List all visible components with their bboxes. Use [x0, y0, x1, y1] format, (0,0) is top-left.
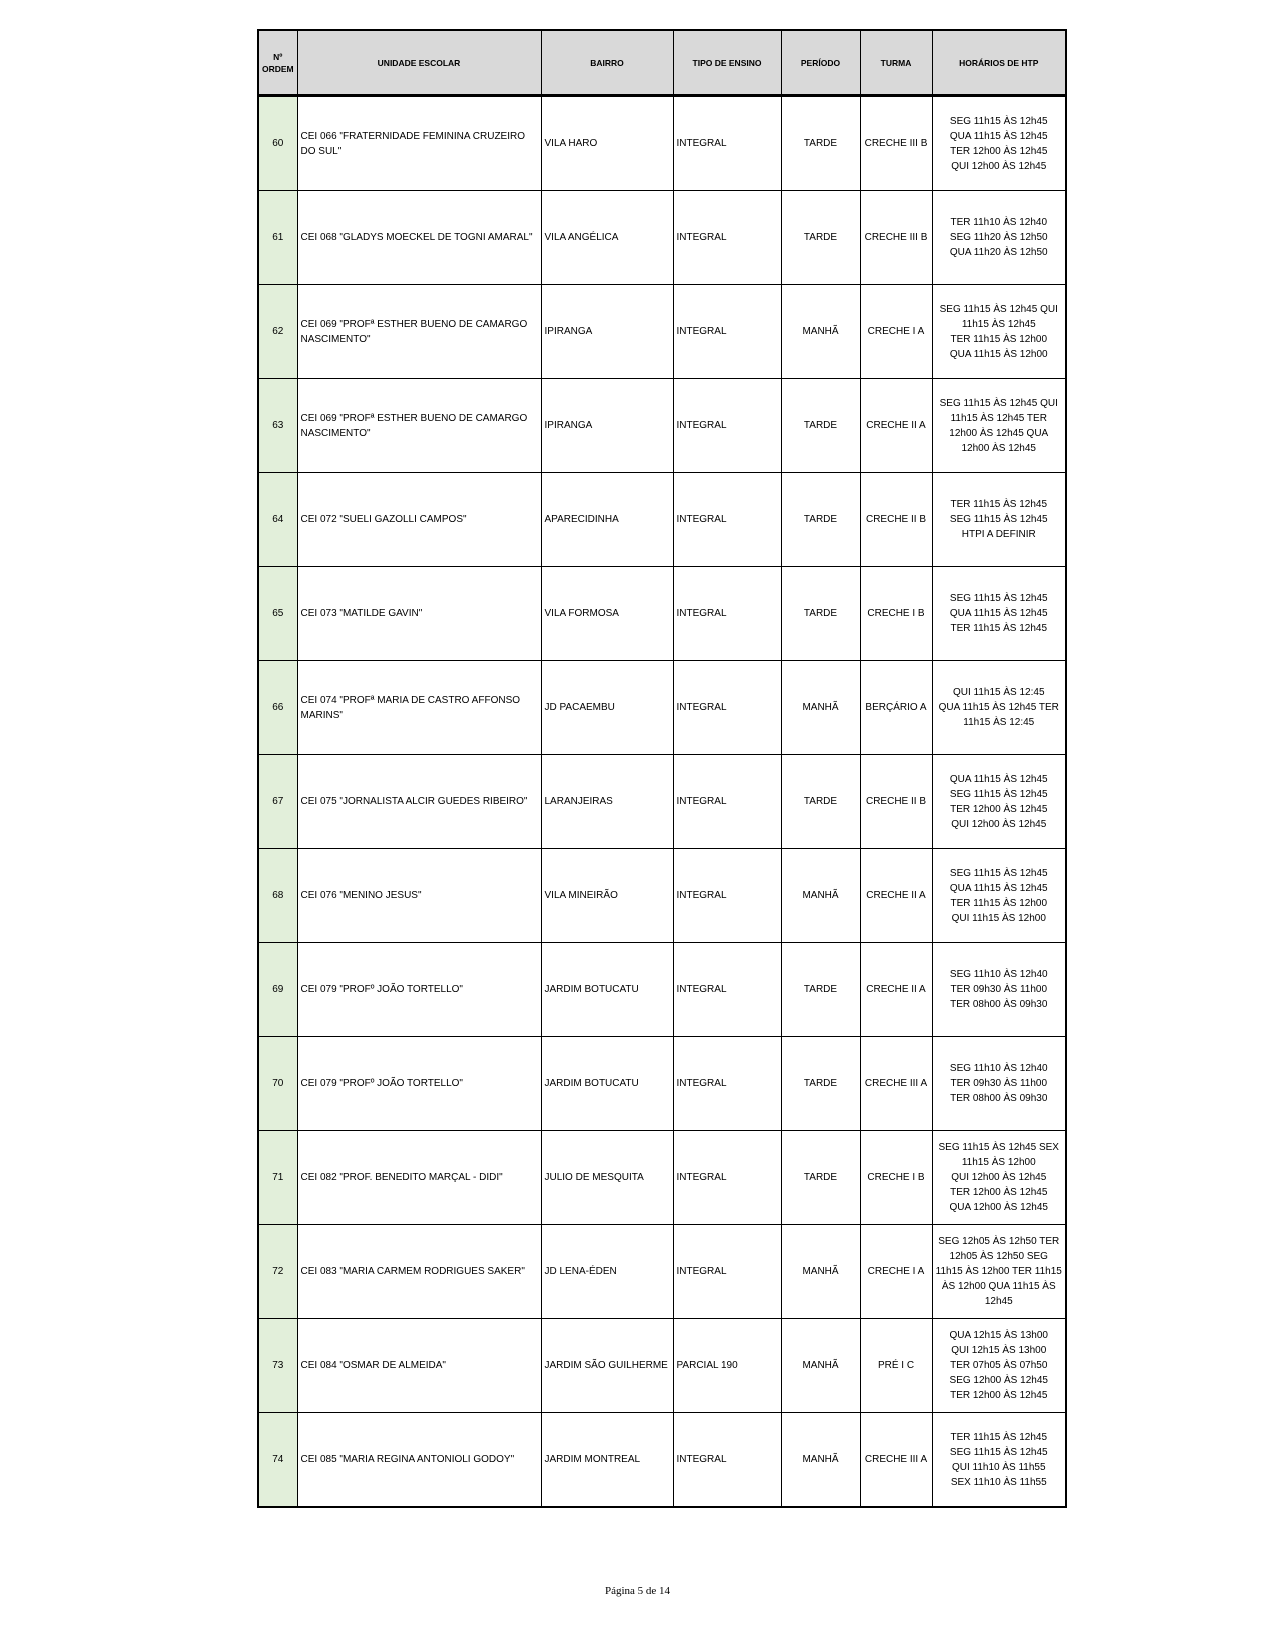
- cell-periodo: TARDE: [781, 473, 860, 567]
- cell-ordem: 69: [258, 943, 297, 1037]
- cell-turma: CRECHE I B: [860, 567, 932, 661]
- cell-turma: CRECHE II B: [860, 473, 932, 567]
- cell-horarios-htp: SEG 11h15 ÀS 12h45 QUA 11h15 ÀS 12h45 TER 11h15 ÀS 12h45: [932, 567, 1066, 661]
- cell-bairro: JARDIM MONTREAL: [541, 1413, 673, 1508]
- cell-ordem: 60: [258, 96, 297, 191]
- cell-unidade-escolar: CEI 074 "PROFª MARIA DE CASTRO AFFONSO MARINS": [297, 661, 541, 755]
- table-body: [258, 96, 1066, 1508]
- cell-bairro: IPIRANGA: [541, 379, 673, 473]
- cell-periodo: MANHÃ: [781, 285, 860, 379]
- cell-periodo: TARDE: [781, 379, 860, 473]
- cell-bairro: JD LENA-ÉDEN: [541, 1225, 673, 1319]
- table-row: [258, 943, 1066, 1037]
- cell-unidade-escolar: CEI 066 "FRATERNIDADE FEMININA CRUZEIRO DO SUL": [297, 96, 541, 191]
- cell-bairro: VILA MINEIRÃO: [541, 849, 673, 943]
- cell-horarios-htp: SEG 11h15 ÀS 12h45 QUA 11h15 ÀS 12h45 TER 12h00 ÀS 12h45 QUI 12h00 ÀS 12h45: [932, 96, 1066, 191]
- cell-tipo-de-ensino: PARCIAL 190: [673, 1319, 781, 1413]
- cell-ordem: 65: [258, 567, 297, 661]
- cell-ordem: 74: [258, 1413, 297, 1508]
- cell-unidade-escolar: CEI 076 "MENINO JESUS": [297, 849, 541, 943]
- cell-ordem: 63: [258, 379, 297, 473]
- cell-unidade-escolar: CEI 073 "MATILDE GAVIN": [297, 567, 541, 661]
- table-row: [258, 1225, 1066, 1319]
- cell-ordem: 70: [258, 1037, 297, 1131]
- cell-turma: CRECHE III B: [860, 191, 932, 285]
- cell-periodo: MANHÃ: [781, 1225, 860, 1319]
- cell-turma: CRECHE I A: [860, 1225, 932, 1319]
- cell-ordem: 72: [258, 1225, 297, 1319]
- cell-tipo-de-ensino: INTEGRAL: [673, 379, 781, 473]
- table-row: [258, 473, 1066, 567]
- cell-periodo: MANHÃ: [781, 661, 860, 755]
- cell-horarios-htp: SEG 11h10 ÀS 12h40 TER 09h30 ÀS 11h00 TER 08h00 ÀS 09h30: [932, 1037, 1066, 1131]
- cell-turma: CRECHE III A: [860, 1413, 932, 1508]
- cell-turma: CRECHE II A: [860, 379, 932, 473]
- cell-unidade-escolar: CEI 072 "SUELI GAZOLLI CAMPOS": [297, 473, 541, 567]
- htp-schedule-table: [257, 29, 1067, 1508]
- cell-bairro: JULIO DE MESQUITA: [541, 1131, 673, 1225]
- cell-periodo: MANHÃ: [781, 1413, 860, 1508]
- table-row: [258, 96, 1066, 191]
- header-turma: TURMA: [860, 30, 932, 96]
- cell-tipo-de-ensino: INTEGRAL: [673, 96, 781, 191]
- table-row: [258, 379, 1066, 473]
- table-row: [258, 849, 1066, 943]
- header-tipo-de-ensino: TIPO DE ENSINO: [673, 30, 781, 96]
- cell-turma: CRECHE III A: [860, 1037, 932, 1131]
- header-ordem: Nº ORDEM: [258, 30, 297, 96]
- cell-periodo: TARDE: [781, 943, 860, 1037]
- table-row: [258, 1319, 1066, 1413]
- cell-horarios-htp: SEG 11h15 ÀS 12h45 SEX 11h15 ÀS 12h00 QUI 12h00 ÀS 12h45 TER 12h00 ÀS 12h45 QUA 12h00 ÀS 12h45: [932, 1131, 1066, 1225]
- header-bairro: BAIRRO: [541, 30, 673, 96]
- cell-unidade-escolar: CEI 069 "PROFª ESTHER BUENO DE CAMARGO NASCIMENTO": [297, 379, 541, 473]
- cell-bairro: VILA ANGÉLICA: [541, 191, 673, 285]
- table-row: [258, 567, 1066, 661]
- cell-turma: PRÉ I C: [860, 1319, 932, 1413]
- cell-turma: CRECHE II A: [860, 943, 932, 1037]
- cell-tipo-de-ensino: INTEGRAL: [673, 1037, 781, 1131]
- cell-bairro: VILA FORMOSA: [541, 567, 673, 661]
- cell-unidade-escolar: CEI 069 "PROFª ESTHER BUENO DE CAMARGO NASCIMENTO": [297, 285, 541, 379]
- cell-bairro: IPIRANGA: [541, 285, 673, 379]
- cell-unidade-escolar: CEI 085 "MARIA REGINA ANTONIOLI GODOY": [297, 1413, 541, 1508]
- cell-ordem: 67: [258, 755, 297, 849]
- cell-ordem: 71: [258, 1131, 297, 1225]
- cell-unidade-escolar: CEI 083 "MARIA CARMEM RODRIGUES SAKER": [297, 1225, 541, 1319]
- cell-horarios-htp: TER 11h10 ÀS 12h40 SEG 11h20 ÀS 12h50 QUA 11h20 ÀS 12h50: [932, 191, 1066, 285]
- cell-tipo-de-ensino: INTEGRAL: [673, 1225, 781, 1319]
- cell-horarios-htp: SEG 12h05 ÀS 12h50 TER 12h05 ÀS 12h50 SEG 11h15 ÀS 12h00 TER 11h15 ÀS 12h00 QUA 11h15 ÀS 12h45: [932, 1225, 1066, 1319]
- cell-horarios-htp: SEG 11h15 ÀS 12h45 QUI 11h15 ÀS 12h45 TER 11h15 ÀS 12h00 QUA 11h15 ÀS 12h00: [932, 285, 1066, 379]
- cell-ordem: 73: [258, 1319, 297, 1413]
- table-row: [258, 661, 1066, 755]
- cell-tipo-de-ensino: INTEGRAL: [673, 661, 781, 755]
- cell-horarios-htp: SEG 11h15 ÀS 12h45 QUI 11h15 ÀS 12h45 TER 12h00 ÀS 12h45 QUA 12h00 ÀS 12h45: [932, 379, 1066, 473]
- header-row: [258, 30, 1066, 96]
- cell-turma: CRECHE II B: [860, 755, 932, 849]
- table-row: [258, 755, 1066, 849]
- cell-bairro: JD PACAEMBU: [541, 661, 673, 755]
- cell-tipo-de-ensino: INTEGRAL: [673, 943, 781, 1037]
- cell-bairro: VILA HARO: [541, 96, 673, 191]
- cell-periodo: TARDE: [781, 567, 860, 661]
- cell-bairro: APARECIDINHA: [541, 473, 673, 567]
- cell-turma: BERÇÁRIO A: [860, 661, 932, 755]
- cell-bairro: JARDIM BOTUCATU: [541, 943, 673, 1037]
- cell-periodo: TARDE: [781, 1131, 860, 1225]
- header-periodo: PERÍODO: [781, 30, 860, 96]
- cell-tipo-de-ensino: INTEGRAL: [673, 755, 781, 849]
- cell-horarios-htp: QUA 11h15 ÀS 12h45 SEG 11h15 ÀS 12h45 TER 12h00 ÀS 12h45 QUI 12h00 ÀS 12h45: [932, 755, 1066, 849]
- cell-unidade-escolar: CEI 082 "PROF. BENEDITO MARÇAL - DIDI": [297, 1131, 541, 1225]
- cell-horarios-htp: QUA 12h15 ÀS 13h00 QUI 12h15 ÀS 13h00 TER 07h05 ÀS 07h50 SEG 12h00 ÀS 12h45 TER 12h00 ÀS 12h45: [932, 1319, 1066, 1413]
- cell-turma: CRECHE II A: [860, 849, 932, 943]
- cell-horarios-htp: SEG 11h10 ÀS 12h40 TER 09h30 ÀS 11h00 TER 08h00 ÀS 09h30: [932, 943, 1066, 1037]
- cell-tipo-de-ensino: INTEGRAL: [673, 191, 781, 285]
- cell-horarios-htp: SEG 11h15 ÀS 12h45 QUA 11h15 ÀS 12h45 TER 11h15 ÀS 12h00 QUI 11h15 ÀS 12h00: [932, 849, 1066, 943]
- header-horarios-htp: HORÁRIOS DE HTP: [932, 30, 1066, 96]
- table-row: [258, 1037, 1066, 1131]
- cell-bairro: JARDIM BOTUCATU: [541, 1037, 673, 1131]
- cell-unidade-escolar: CEI 084 "OSMAR DE ALMEIDA": [297, 1319, 541, 1413]
- cell-horarios-htp: QUI 11h15 ÀS 12:45 QUA 11h15 ÀS 12h45 TER 11h15 ÀS 12:45: [932, 661, 1066, 755]
- cell-turma: CRECHE I A: [860, 285, 932, 379]
- table-row: [258, 285, 1066, 379]
- cell-horarios-htp: TER 11h15 ÀS 12h45 SEG 11h15 ÀS 12h45 HTPI A DEFINIR: [932, 473, 1066, 567]
- cell-tipo-de-ensino: INTEGRAL: [673, 849, 781, 943]
- cell-tipo-de-ensino: INTEGRAL: [673, 473, 781, 567]
- cell-periodo: MANHÃ: [781, 849, 860, 943]
- cell-periodo: TARDE: [781, 191, 860, 285]
- cell-periodo: MANHÃ: [781, 1319, 860, 1413]
- cell-tipo-de-ensino: INTEGRAL: [673, 1131, 781, 1225]
- cell-bairro: JARDIM SÃO GUILHERME: [541, 1319, 673, 1413]
- header-unidade-escolar: UNIDADE ESCOLAR: [297, 30, 541, 96]
- cell-turma: CRECHE I B: [860, 1131, 932, 1225]
- cell-ordem: 61: [258, 191, 297, 285]
- table-row: [258, 1413, 1066, 1508]
- cell-periodo: TARDE: [781, 96, 860, 191]
- cell-ordem: 68: [258, 849, 297, 943]
- cell-ordem: 64: [258, 473, 297, 567]
- cell-horarios-htp: TER 11h15 ÀS 12h45 SEG 11h15 ÀS 12h45 QUI 11h10 ÀS 11h55 SEX 11h10 ÀS 11h55: [932, 1413, 1066, 1508]
- cell-turma: CRECHE III B: [860, 96, 932, 191]
- table-row: [258, 1131, 1066, 1225]
- cell-periodo: TARDE: [781, 1037, 860, 1131]
- cell-tipo-de-ensino: INTEGRAL: [673, 567, 781, 661]
- page-number: Página 5 de 14: [604, 1585, 671, 1597]
- cell-ordem: 66: [258, 661, 297, 755]
- cell-unidade-escolar: CEI 068 "GLADYS MOECKEL DE TOGNI AMARAL": [297, 191, 541, 285]
- cell-periodo: TARDE: [781, 755, 860, 849]
- cell-ordem: 62: [258, 285, 297, 379]
- cell-unidade-escolar: CEI 079 "PROFº JOÃO TORTELLO": [297, 1037, 541, 1131]
- cell-unidade-escolar: CEI 075 "JORNALISTA ALCIR GUEDES RIBEIRO": [297, 755, 541, 849]
- table-row: [258, 191, 1066, 285]
- cell-tipo-de-ensino: INTEGRAL: [673, 1413, 781, 1508]
- table-header: [258, 30, 1066, 96]
- cell-bairro: LARANJEIRAS: [541, 755, 673, 849]
- cell-unidade-escolar: CEI 079 "PROFº JOÃO TORTELLO": [297, 943, 541, 1037]
- cell-tipo-de-ensino: INTEGRAL: [673, 285, 781, 379]
